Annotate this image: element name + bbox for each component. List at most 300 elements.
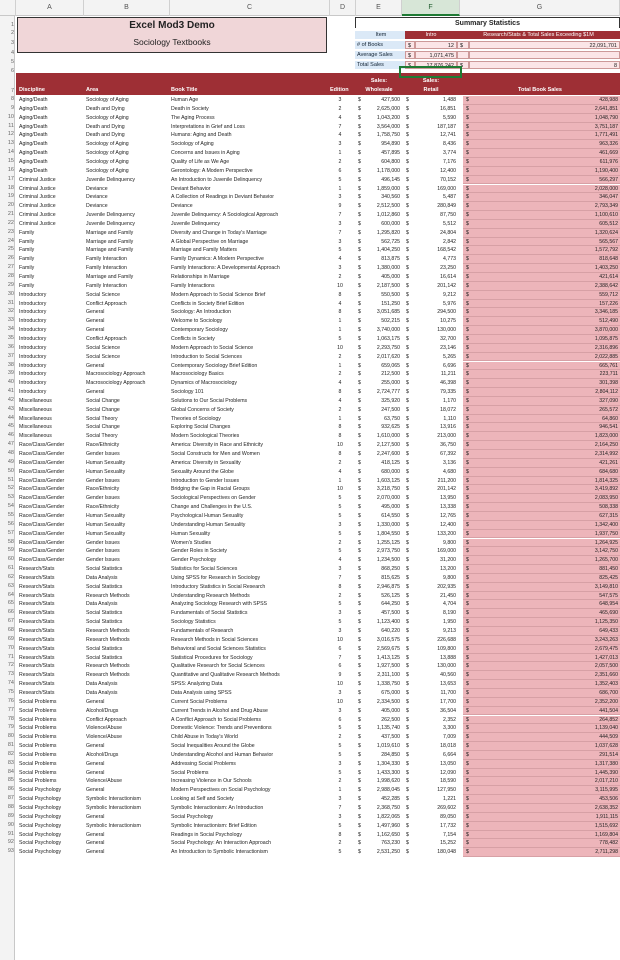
cell-wholesale-currency[interactable]: $	[358, 318, 361, 325]
cell-edition[interactable]: 9	[338, 203, 342, 210]
cell-retail[interactable]: 109,800	[437, 645, 456, 652]
cell-edition[interactable]: 2	[338, 539, 342, 546]
cell-edition[interactable]: 5	[338, 530, 342, 537]
row-number[interactable]: 49	[7, 458, 14, 465]
cell-book-title[interactable]: Social Constructs for Men and Women	[171, 451, 260, 457]
cell-discipline[interactable]: Social Problems	[19, 707, 57, 714]
cell-discipline[interactable]: Race/Class/Gender	[19, 530, 65, 537]
cell-area[interactable]: Conflict Approach	[86, 716, 127, 723]
row-number[interactable]: 73	[7, 671, 14, 678]
cell-area[interactable]: Gender Issues	[86, 557, 120, 564]
cell-discipline[interactable]: Aging/Death	[19, 97, 48, 103]
cell-book-title[interactable]: America: Diversity in Race and Ethnicity	[171, 442, 263, 449]
cell-wholesale-currency[interactable]: $	[358, 601, 361, 608]
cell-total[interactable]: 3,346,185	[594, 309, 618, 316]
cell-edition[interactable]: 5	[338, 601, 342, 608]
cell-discipline[interactable]: Race/Class/Gender	[19, 477, 65, 484]
cell-book-title[interactable]: Human Sexuality	[171, 530, 211, 537]
cell-wholesale[interactable]: 3,218,750	[376, 486, 400, 493]
cell-total[interactable]: 1,265,700	[594, 557, 618, 564]
cell-discipline[interactable]: Research/Stats	[19, 574, 55, 581]
cell-area[interactable]: Social Science	[86, 344, 121, 351]
cell-total-currency[interactable]: $	[466, 601, 469, 608]
row-number[interactable]: 74	[7, 680, 14, 687]
cell-area[interactable]: Social Theory	[86, 433, 118, 440]
cell-book-title[interactable]: Macrosociology Basics	[171, 371, 224, 378]
cell-area[interactable]: Sociology of Aging	[86, 141, 129, 148]
cell-retail-currency[interactable]: $	[406, 229, 409, 236]
row-number[interactable]: 30	[7, 290, 14, 297]
header-wholesale[interactable]: Sales: Wholesale	[365, 78, 393, 93]
cell-book-title[interactable]: Contemporary Sociology Brief Edition	[171, 362, 258, 369]
row-number[interactable]: 1	[10, 22, 14, 28]
cell-total-currency[interactable]: $	[466, 256, 469, 263]
cell-area[interactable]: Conflict Approach	[86, 300, 127, 307]
cell-edition[interactable]: 7	[338, 123, 342, 130]
cell-total[interactable]: 2,316,896	[594, 344, 618, 351]
cell-wholesale-currency[interactable]: $	[358, 265, 361, 272]
cell-retail[interactable]: 1,110	[443, 415, 456, 422]
cell-discipline[interactable]: Research/Stats	[19, 636, 55, 643]
cell-retail-currency[interactable]: $	[406, 150, 409, 157]
cell-wholesale-currency[interactable]: $	[358, 698, 361, 705]
cell-total-currency[interactable]: $	[466, 521, 469, 528]
cell-discipline[interactable]: Criminal Justice	[19, 203, 56, 210]
cell-retail-currency[interactable]: $	[406, 504, 409, 511]
cell-total-currency[interactable]: $	[466, 433, 469, 440]
cell-area[interactable]: Race/Ethnicity	[86, 486, 120, 493]
cell-wholesale[interactable]: 1,043,200	[376, 114, 400, 121]
cell-edition[interactable]: 3	[338, 760, 342, 767]
cell-book-title[interactable]: Death in Society	[171, 105, 209, 112]
cell-discipline[interactable]: Social Psychology	[19, 805, 62, 811]
cell-total[interactable]: 1,771,491	[594, 132, 618, 139]
cell-edition[interactable]: 7	[338, 654, 342, 661]
cell-retail[interactable]: 4,680	[443, 468, 456, 475]
cell-area[interactable]: Marriage and Family	[86, 247, 134, 254]
cell-retail[interactable]: 13,950	[440, 495, 456, 502]
cell-book-title[interactable]: The Aging Process	[171, 114, 215, 121]
row-number[interactable]: 91	[7, 830, 14, 837]
cell-retail-currency[interactable]: $	[406, 309, 409, 316]
row-number[interactable]: 5	[10, 59, 14, 65]
cell-retail-currency[interactable]: $	[406, 291, 409, 298]
cell-book-title[interactable]: Solutions to Our Social Problems	[171, 397, 248, 404]
cell-edition[interactable]: 5	[338, 751, 342, 758]
cell-total-currency[interactable]: $	[466, 203, 469, 210]
cell-wholesale[interactable]: 2,368,750	[376, 805, 400, 811]
cell-wholesale[interactable]: 3,740,000	[376, 327, 400, 334]
cell-wholesale-currency[interactable]: $	[358, 654, 361, 661]
cell-book-title[interactable]: Symbolic Interactionism: An Introduction	[171, 805, 264, 811]
cell-total[interactable]: 648,954	[599, 601, 618, 608]
cell-discipline[interactable]: Research/Stats	[19, 689, 55, 696]
row-number[interactable]: 65	[7, 600, 14, 607]
cell-book-title[interactable]: Modern Approach to Social Science Brief	[171, 291, 266, 298]
cell-total-currency[interactable]: $	[466, 309, 469, 316]
cell-area[interactable]: Sociology of Aging	[86, 158, 129, 165]
cell-discipline[interactable]: Introductory	[19, 344, 47, 351]
cell-total[interactable]: 157,226	[599, 300, 618, 307]
cell-area[interactable]: Social Science	[86, 353, 121, 360]
cell-discipline[interactable]: Research/Stats	[19, 610, 55, 617]
cell-total-currency[interactable]: $	[466, 813, 469, 820]
cell-total[interactable]: 1,342,400	[594, 521, 618, 528]
cell-retail[interactable]: 169,000	[437, 185, 456, 192]
cell-total[interactable]: 3,142,750	[594, 548, 618, 555]
row-number[interactable]: 25	[7, 246, 14, 253]
row-number[interactable]: 54	[7, 503, 14, 510]
cell-discipline[interactable]: Race/Class/Gender	[19, 451, 65, 457]
cell-total-currency[interactable]: $	[466, 477, 469, 484]
summary-intro-value[interactable]: 1,071,475	[415, 51, 457, 59]
cell-retail-currency[interactable]: $	[406, 114, 409, 121]
cell-discipline[interactable]: Social Psychology	[19, 822, 62, 829]
cell-wholesale[interactable]: 405,000	[381, 707, 400, 714]
cell-retail[interactable]: 130,000	[437, 327, 456, 334]
cell-wholesale[interactable]: 212,500	[381, 371, 400, 378]
row-number[interactable]: 29	[7, 281, 14, 288]
cell-area[interactable]: Gender Issues	[86, 495, 120, 502]
cell-book-title[interactable]: Juvenile Delinquency	[171, 220, 221, 227]
cell-retail-currency[interactable]: $	[406, 451, 409, 457]
cell-edition[interactable]: 1	[338, 150, 342, 157]
cell-book-title[interactable]: Gender Roles in Society	[171, 548, 227, 555]
cell-area[interactable]: General	[86, 389, 105, 396]
cell-total[interactable]: 1,403,250	[594, 265, 618, 272]
cell-retail[interactable]: 79,335	[440, 389, 456, 396]
cell-retail-currency[interactable]: $	[406, 477, 409, 484]
cell-area[interactable]: Marriage and Family	[86, 274, 134, 280]
row-number[interactable]: 76	[7, 697, 14, 704]
cell-book-title[interactable]: Symbolic Interactionism: Brief Edition	[171, 822, 257, 829]
cell-book-title[interactable]: Interpretations in Grief and Loss	[171, 123, 245, 130]
cell-wholesale[interactable]: 1,338,750	[376, 681, 400, 688]
cell-discipline[interactable]: Social Problems	[19, 725, 57, 732]
cell-discipline[interactable]: Family	[19, 265, 35, 272]
cell-book-title[interactable]: An Introduction to Symbolic Interactionism	[171, 849, 268, 856]
cell-retail[interactable]: 18,590	[440, 778, 456, 785]
cell-book-title[interactable]: Qualitative Research for Social Sciences	[171, 663, 265, 670]
cell-discipline[interactable]: Social Psychology	[19, 840, 62, 847]
cell-wholesale-currency[interactable]: $	[358, 504, 361, 511]
cell-retail[interactable]: 211,200	[437, 477, 456, 484]
cell-total[interactable]: 1,139,040	[594, 725, 618, 732]
cell-total[interactable]: 605,512	[599, 220, 618, 227]
summary-research-currency[interactable]: $	[457, 61, 469, 69]
cell-edition[interactable]: 5	[338, 504, 342, 511]
cell-book-title[interactable]: Concerns and Issues in Aging	[171, 150, 240, 157]
cell-wholesale[interactable]: 2,531,250	[376, 849, 400, 856]
cell-wholesale-currency[interactable]: $	[358, 274, 361, 280]
cell-area[interactable]: Juvenile Delinquency	[86, 176, 136, 183]
cell-area[interactable]: Gender Issues	[86, 548, 120, 555]
cell-retail-currency[interactable]: $	[406, 530, 409, 537]
cell-book-title[interactable]: Child Abuse in Today's World	[171, 734, 238, 741]
cell-edition[interactable]: 5	[338, 495, 342, 502]
cell-wholesale-currency[interactable]: $	[358, 291, 361, 298]
cell-wholesale-currency[interactable]: $	[358, 574, 361, 581]
cell-area[interactable]: Social Theory	[86, 415, 118, 422]
cell-wholesale-currency[interactable]: $	[358, 282, 361, 289]
cell-retail-currency[interactable]: $	[406, 654, 409, 661]
cell-area[interactable]: General	[86, 309, 105, 316]
cell-retail[interactable]: 12,090	[440, 769, 456, 776]
cell-total-currency[interactable]: $	[466, 743, 469, 750]
cell-area[interactable]: General	[86, 813, 105, 820]
cell-total[interactable]: 453,506	[599, 796, 618, 803]
cell-discipline[interactable]: Social Problems	[19, 743, 57, 750]
cell-edition[interactable]: 8	[338, 583, 342, 590]
cell-retail[interactable]: 269,602	[437, 805, 456, 811]
cell-total-currency[interactable]: $	[466, 610, 469, 617]
cell-area[interactable]: General	[86, 787, 105, 794]
row-number[interactable]: 86	[7, 786, 14, 793]
cell-discipline[interactable]: Social Problems	[19, 769, 57, 776]
row-number[interactable]: 36	[7, 343, 14, 350]
cell-edition[interactable]: 5	[338, 743, 342, 750]
cell-discipline[interactable]: Introductory	[19, 389, 47, 396]
cell-retail-currency[interactable]: $	[406, 495, 409, 502]
cell-total[interactable]: 566,297	[599, 176, 618, 183]
cell-total-currency[interactable]: $	[466, 512, 469, 519]
cell-wholesale-currency[interactable]: $	[358, 716, 361, 723]
cell-discipline[interactable]: Race/Class/Gender	[19, 442, 65, 449]
cell-total-currency[interactable]: $	[466, 486, 469, 493]
cell-retail[interactable]: 202,935	[437, 583, 456, 590]
cell-total-currency[interactable]: $	[466, 672, 469, 679]
cell-total[interactable]: 686,700	[599, 689, 618, 696]
cell-total[interactable]: 684,680	[599, 468, 618, 475]
row-number[interactable]: 62	[7, 573, 14, 580]
cell-area[interactable]: Research Methods	[86, 663, 130, 670]
cell-total-currency[interactable]: $	[466, 583, 469, 590]
cell-book-title[interactable]: Social Psychology	[171, 813, 214, 820]
cell-total-currency[interactable]: $	[466, 654, 469, 661]
header-area[interactable]: Area	[86, 87, 99, 93]
cell-retail[interactable]: 12,765	[440, 512, 456, 519]
cell-total[interactable]: 3,870,000	[594, 327, 618, 334]
cell-retail-currency[interactable]: $	[406, 362, 409, 369]
cell-discipline[interactable]: Social Problems	[19, 734, 57, 741]
cell-edition[interactable]: 10	[337, 442, 343, 449]
cell-retail-currency[interactable]: $	[406, 123, 409, 130]
cell-wholesale-currency[interactable]: $	[358, 309, 361, 316]
cell-retail[interactable]: 17,700	[440, 698, 456, 705]
cell-wholesale-currency[interactable]: $	[358, 123, 361, 130]
row-number[interactable]: 14	[7, 149, 14, 156]
cell-wholesale[interactable]: 1,295,820	[376, 229, 400, 236]
cell-total[interactable]: 301,398	[599, 380, 618, 387]
cell-retail-currency[interactable]: $	[406, 539, 409, 546]
cell-book-title[interactable]: Welcome to Sociology	[171, 318, 223, 325]
cell-retail[interactable]: 7,009	[443, 734, 456, 741]
cell-retail-currency[interactable]: $	[406, 698, 409, 705]
cell-retail[interactable]: 36,750	[440, 442, 456, 449]
cell-retail-currency[interactable]: $	[406, 813, 409, 820]
cell-total[interactable]: 1,911,115	[595, 813, 618, 820]
cell-retail[interactable]: 13,050	[440, 760, 456, 767]
cell-total-currency[interactable]: $	[466, 415, 469, 422]
row-number[interactable]: 7	[10, 88, 14, 94]
cell-book-title[interactable]: Theories of Sociology	[171, 415, 221, 422]
cell-total-currency[interactable]: $	[466, 247, 469, 254]
cell-wholesale-currency[interactable]: $	[358, 610, 361, 617]
cell-edition[interactable]: 3	[338, 566, 342, 573]
summary-intro-currency[interactable]: $	[405, 41, 415, 49]
cell-book-title[interactable]: Understanding Human Sexuality	[171, 521, 246, 528]
cell-book-title[interactable]: Quantitative and Qualitative Research Methods	[171, 672, 280, 679]
cell-retail-currency[interactable]: $	[406, 760, 409, 767]
cell-wholesale[interactable]: 1,123,400	[376, 619, 400, 626]
cell-discipline[interactable]: Social Psychology	[19, 796, 62, 803]
cell-wholesale-currency[interactable]: $	[358, 557, 361, 564]
row-number[interactable]: 77	[7, 706, 14, 713]
cell-discipline[interactable]: Social Psychology	[19, 849, 62, 856]
row-number[interactable]: 10	[7, 113, 14, 120]
cell-retail-currency[interactable]: $	[406, 300, 409, 307]
header-retail[interactable]: Sales: Retail	[422, 78, 440, 93]
cell-discipline[interactable]: Family	[19, 229, 35, 236]
cell-wholesale-currency[interactable]: $	[358, 681, 361, 688]
cell-total-currency[interactable]: $	[466, 318, 469, 325]
cell-total-currency[interactable]: $	[466, 689, 469, 696]
cell-wholesale-currency[interactable]: $	[358, 415, 361, 422]
cell-wholesale-currency[interactable]: $	[358, 203, 361, 210]
cell-wholesale-currency[interactable]: $	[358, 132, 361, 139]
cell-book-title[interactable]: Exploring Social Changes	[171, 424, 231, 431]
cell-total-currency[interactable]: $	[466, 787, 469, 794]
row-number[interactable]: 28	[7, 273, 14, 279]
cell-wholesale[interactable]: 1,135,740	[376, 725, 400, 732]
cell-retail-currency[interactable]: $	[406, 353, 409, 360]
cell-book-title[interactable]: Family Interactions	[171, 282, 215, 289]
cell-total-currency[interactable]: $	[466, 176, 469, 183]
cell-book-title[interactable]: Modern Approach to Social Science	[171, 344, 254, 351]
cell-edition[interactable]: 6	[338, 663, 342, 670]
cell-edition[interactable]: 4	[338, 300, 342, 307]
cell-wholesale-currency[interactable]: $	[358, 778, 361, 785]
cell-wholesale[interactable]: 604,800	[381, 158, 400, 165]
cell-total-currency[interactable]: $	[466, 300, 469, 307]
cell-discipline[interactable]: Social Psychology	[19, 831, 62, 838]
row-number[interactable]: 19	[7, 193, 14, 200]
cell-retail-currency[interactable]: $	[406, 681, 409, 688]
cell-edition[interactable]: 1	[338, 787, 342, 794]
cell-retail[interactable]: 1,950	[443, 619, 456, 626]
cell-total[interactable]: 2,641,851	[594, 105, 618, 112]
cell-total[interactable]: 1,100,610	[594, 212, 618, 219]
cell-total-currency[interactable]: $	[466, 353, 469, 360]
row-number[interactable]: 50	[7, 467, 14, 474]
cell-total[interactable]: 1,095,875	[594, 335, 618, 342]
cell-area[interactable]: Social Statistics	[86, 583, 123, 590]
cell-total-currency[interactable]: $	[466, 663, 469, 670]
cell-area[interactable]: Social Statistics	[86, 619, 123, 626]
cell-discipline[interactable]: Race/Class/Gender	[19, 504, 65, 511]
cell-area[interactable]: Symbolic Interactionism	[86, 822, 141, 829]
cell-retail-currency[interactable]: $	[406, 335, 409, 342]
summary-research-value[interactable]: 8	[469, 61, 620, 69]
cell-wholesale-currency[interactable]: $	[358, 796, 361, 803]
row-number[interactable]: 88	[7, 804, 14, 810]
cell-total[interactable]: 223,711	[599, 371, 618, 378]
cell-discipline[interactable]: Aging/Death	[19, 114, 48, 121]
cell-total[interactable]: 2,352,200	[594, 698, 618, 705]
cell-wholesale[interactable]: 151,250	[381, 300, 400, 307]
cell-edition[interactable]: 2	[338, 105, 342, 112]
cell-retail[interactable]: 3,774	[443, 150, 456, 157]
cell-total-currency[interactable]: $	[466, 274, 469, 280]
row-number[interactable]: 34	[7, 326, 14, 333]
cell-wholesale[interactable]: 437,500	[381, 734, 400, 741]
cell-total[interactable]: 265,572	[599, 406, 618, 413]
cell-wholesale-currency[interactable]: $	[358, 813, 361, 820]
cell-total[interactable]: 946,541	[599, 424, 618, 431]
cell-wholesale-currency[interactable]: $	[358, 247, 361, 254]
cell-total[interactable]: 444,509	[599, 734, 618, 741]
cell-edition[interactable]: 10	[337, 636, 343, 643]
cell-wholesale[interactable]: 2,334,500	[376, 698, 400, 705]
row-number[interactable]: 26	[7, 255, 14, 262]
cell-retail[interactable]: 8,190	[443, 610, 456, 617]
cell-area[interactable]: General	[86, 840, 105, 847]
cell-wholesale[interactable]: 2,512,500	[376, 203, 400, 210]
cell-total-currency[interactable]: $	[466, 805, 469, 811]
cell-book-title[interactable]: Contemporary Sociology	[171, 327, 228, 334]
cell-total-currency[interactable]: $	[466, 849, 469, 856]
cell-total-currency[interactable]: $	[466, 548, 469, 555]
cell-wholesale-currency[interactable]: $	[358, 114, 361, 121]
cell-area[interactable]: Research Methods	[86, 636, 130, 643]
cell-book-title[interactable]: Introductory Statistics in Social Research	[171, 583, 266, 590]
cell-wholesale[interactable]: 562,725	[381, 238, 400, 245]
cell-area[interactable]: Social Statistics	[86, 566, 123, 573]
cell-edition[interactable]: 5	[338, 176, 342, 183]
cell-area[interactable]: Symbolic Interactionism	[86, 805, 141, 811]
cell-book-title[interactable]: Looking at Self and Society	[171, 796, 234, 803]
cell-retail[interactable]: 180,048	[437, 849, 456, 856]
row-number[interactable]: 60	[7, 556, 14, 563]
cell-wholesale[interactable]: 405,000	[381, 274, 400, 280]
cell-retail-currency[interactable]: $	[406, 769, 409, 776]
row-number[interactable]: 27	[7, 264, 14, 271]
cell-total[interactable]: 2,638,352	[594, 805, 618, 811]
cell-area[interactable]: General	[86, 769, 105, 776]
cell-total-currency[interactable]: $	[466, 769, 469, 776]
cell-area[interactable]: Macrosociology Approach	[86, 380, 146, 387]
cell-book-title[interactable]: An Introduction to Juvenile Delinquency	[171, 176, 263, 183]
cell-total[interactable]: 665,761	[599, 362, 618, 369]
cell-area[interactable]: Violence/Abuse	[86, 725, 122, 732]
cell-retail-currency[interactable]: $	[406, 203, 409, 210]
cell-discipline[interactable]: Race/Class/Gender	[19, 468, 65, 475]
cell-retail[interactable]: 12,400	[440, 521, 456, 528]
cell-wholesale-currency[interactable]: $	[358, 433, 361, 440]
cell-area[interactable]: Family Interaction	[86, 282, 127, 289]
row-number[interactable]: 16	[7, 166, 14, 173]
cell-discipline[interactable]: Research/Stats	[19, 601, 55, 608]
cell-retail-currency[interactable]: $	[406, 176, 409, 183]
cell-area[interactable]: Sociology of Aging	[86, 97, 129, 103]
cell-wholesale[interactable]: 1,380,000	[376, 265, 400, 272]
cell-book-title[interactable]: Bridging the Gap in Racial Groups	[171, 486, 250, 493]
cell-area[interactable]: Human Sexuality	[86, 530, 126, 537]
cell-retail-currency[interactable]: $	[406, 265, 409, 272]
row-number[interactable]: 17	[7, 175, 14, 182]
cell-book-title[interactable]: Humans: Aging and Death	[171, 132, 232, 139]
cell-discipline[interactable]: Aging/Death	[19, 150, 48, 157]
